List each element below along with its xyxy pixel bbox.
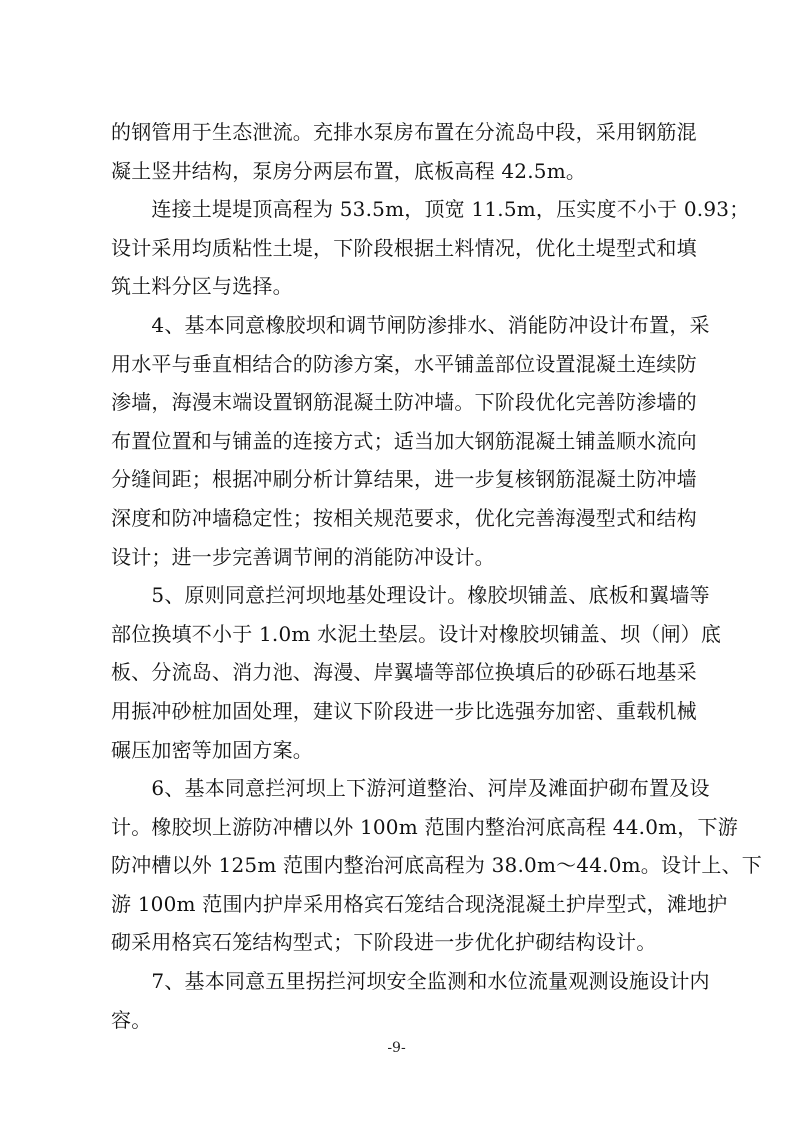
- paragraph-earth-dike: [111, 190, 750, 306]
- text-line: 部位换填不小于 1.0m 水泥土垫层。设计对橡胶坝铺盖、坝（闸）底: [111, 621, 722, 646]
- text-line: 设计；进一步完善调节闸的消能防冲设计。: [111, 544, 495, 569]
- text-line: 用振冲砂桩加固处理，建议下阶段进一步比选强夯加密、重载机械: [111, 698, 697, 723]
- paragraph-item-5: [111, 576, 722, 769]
- text-line: 分缝间距；根据冲刷分析计算结果，进一步复核钢筋混凝土防冲墙: [111, 467, 697, 492]
- text-line: 板、分流岛、消力池、海漫、岸翼墙等部位换填后的砂砾石地基采: [111, 660, 697, 685]
- paragraph-item-4: [111, 306, 710, 576]
- text-line: 6、基本同意拦河坝上下游河道整治、河岸及滩面护砌布置及设: [111, 776, 710, 801]
- text-line: 筑土料分区与选择。: [111, 274, 293, 299]
- text-line: 深度和防冲墙稳定性；按相关规范要求，优化完善海漫型式和结构: [111, 505, 697, 530]
- page-number: -9-: [387, 1040, 406, 1056]
- text-line: 防冲槽以外 125m 范围内整治河底高程为 38.0m～44.0m。设计上、下: [111, 853, 763, 878]
- text-line: 游 100m 范围内护岸采用格宾石笼结合现浇混凝土护岸型式，滩地护: [111, 891, 728, 916]
- document-body: [111, 113, 763, 1039]
- text-line: 布置位置和与铺盖的连接方式；适当加大钢筋混凝土铺盖顺水流向: [111, 428, 697, 453]
- text-line: 容。: [111, 1007, 152, 1032]
- paragraph-item-7: [111, 962, 710, 1039]
- text-line: 碾压加密等加固方案。: [111, 737, 313, 762]
- text-line: 凝土竖井结构，泵房分两层布置，底板高程 42.5m。: [111, 158, 587, 183]
- paragraph-pump-house: [111, 113, 697, 190]
- paragraph-item-6: [111, 769, 763, 962]
- text-line: 砌采用格宾石笼结构型式；下阶段进一步优化护砌结构设计。: [111, 930, 657, 955]
- text-line: 5、原则同意拦河坝地基处理设计。橡胶坝铺盖、底板和翼墙等: [111, 583, 710, 608]
- text-line: 连接土堤堤顶高程为 53.5m，顶宽 11.5m，压实度不小于 0.93；: [111, 197, 750, 222]
- text-line: 渗墙，海漫末端设置钢筋混凝土防冲墙。下阶段优化完善防渗墙的: [111, 390, 697, 415]
- text-line: 4、基本同意橡胶坝和调节闸防渗排水、消能防冲设计布置，采: [111, 312, 710, 337]
- text-line: 设计采用均质粘性土堤，下阶段根据土料情况，优化土堤型式和填: [111, 235, 697, 260]
- text-line: 计。橡胶坝上游防冲槽以外 100m 范围内整治河底高程 44.0m，下游: [111, 814, 738, 839]
- text-line: 7、基本同意五里拐拦河坝安全监测和水位流量观测设施设计内: [111, 969, 710, 994]
- text-line: 用水平与垂直相结合的防渗方案，水平铺盖部位设置混凝土连续防: [111, 351, 697, 376]
- text-line: 的钢管用于生态泄流。充排水泵房布置在分流岛中段，采用钢筋混: [111, 120, 697, 144]
